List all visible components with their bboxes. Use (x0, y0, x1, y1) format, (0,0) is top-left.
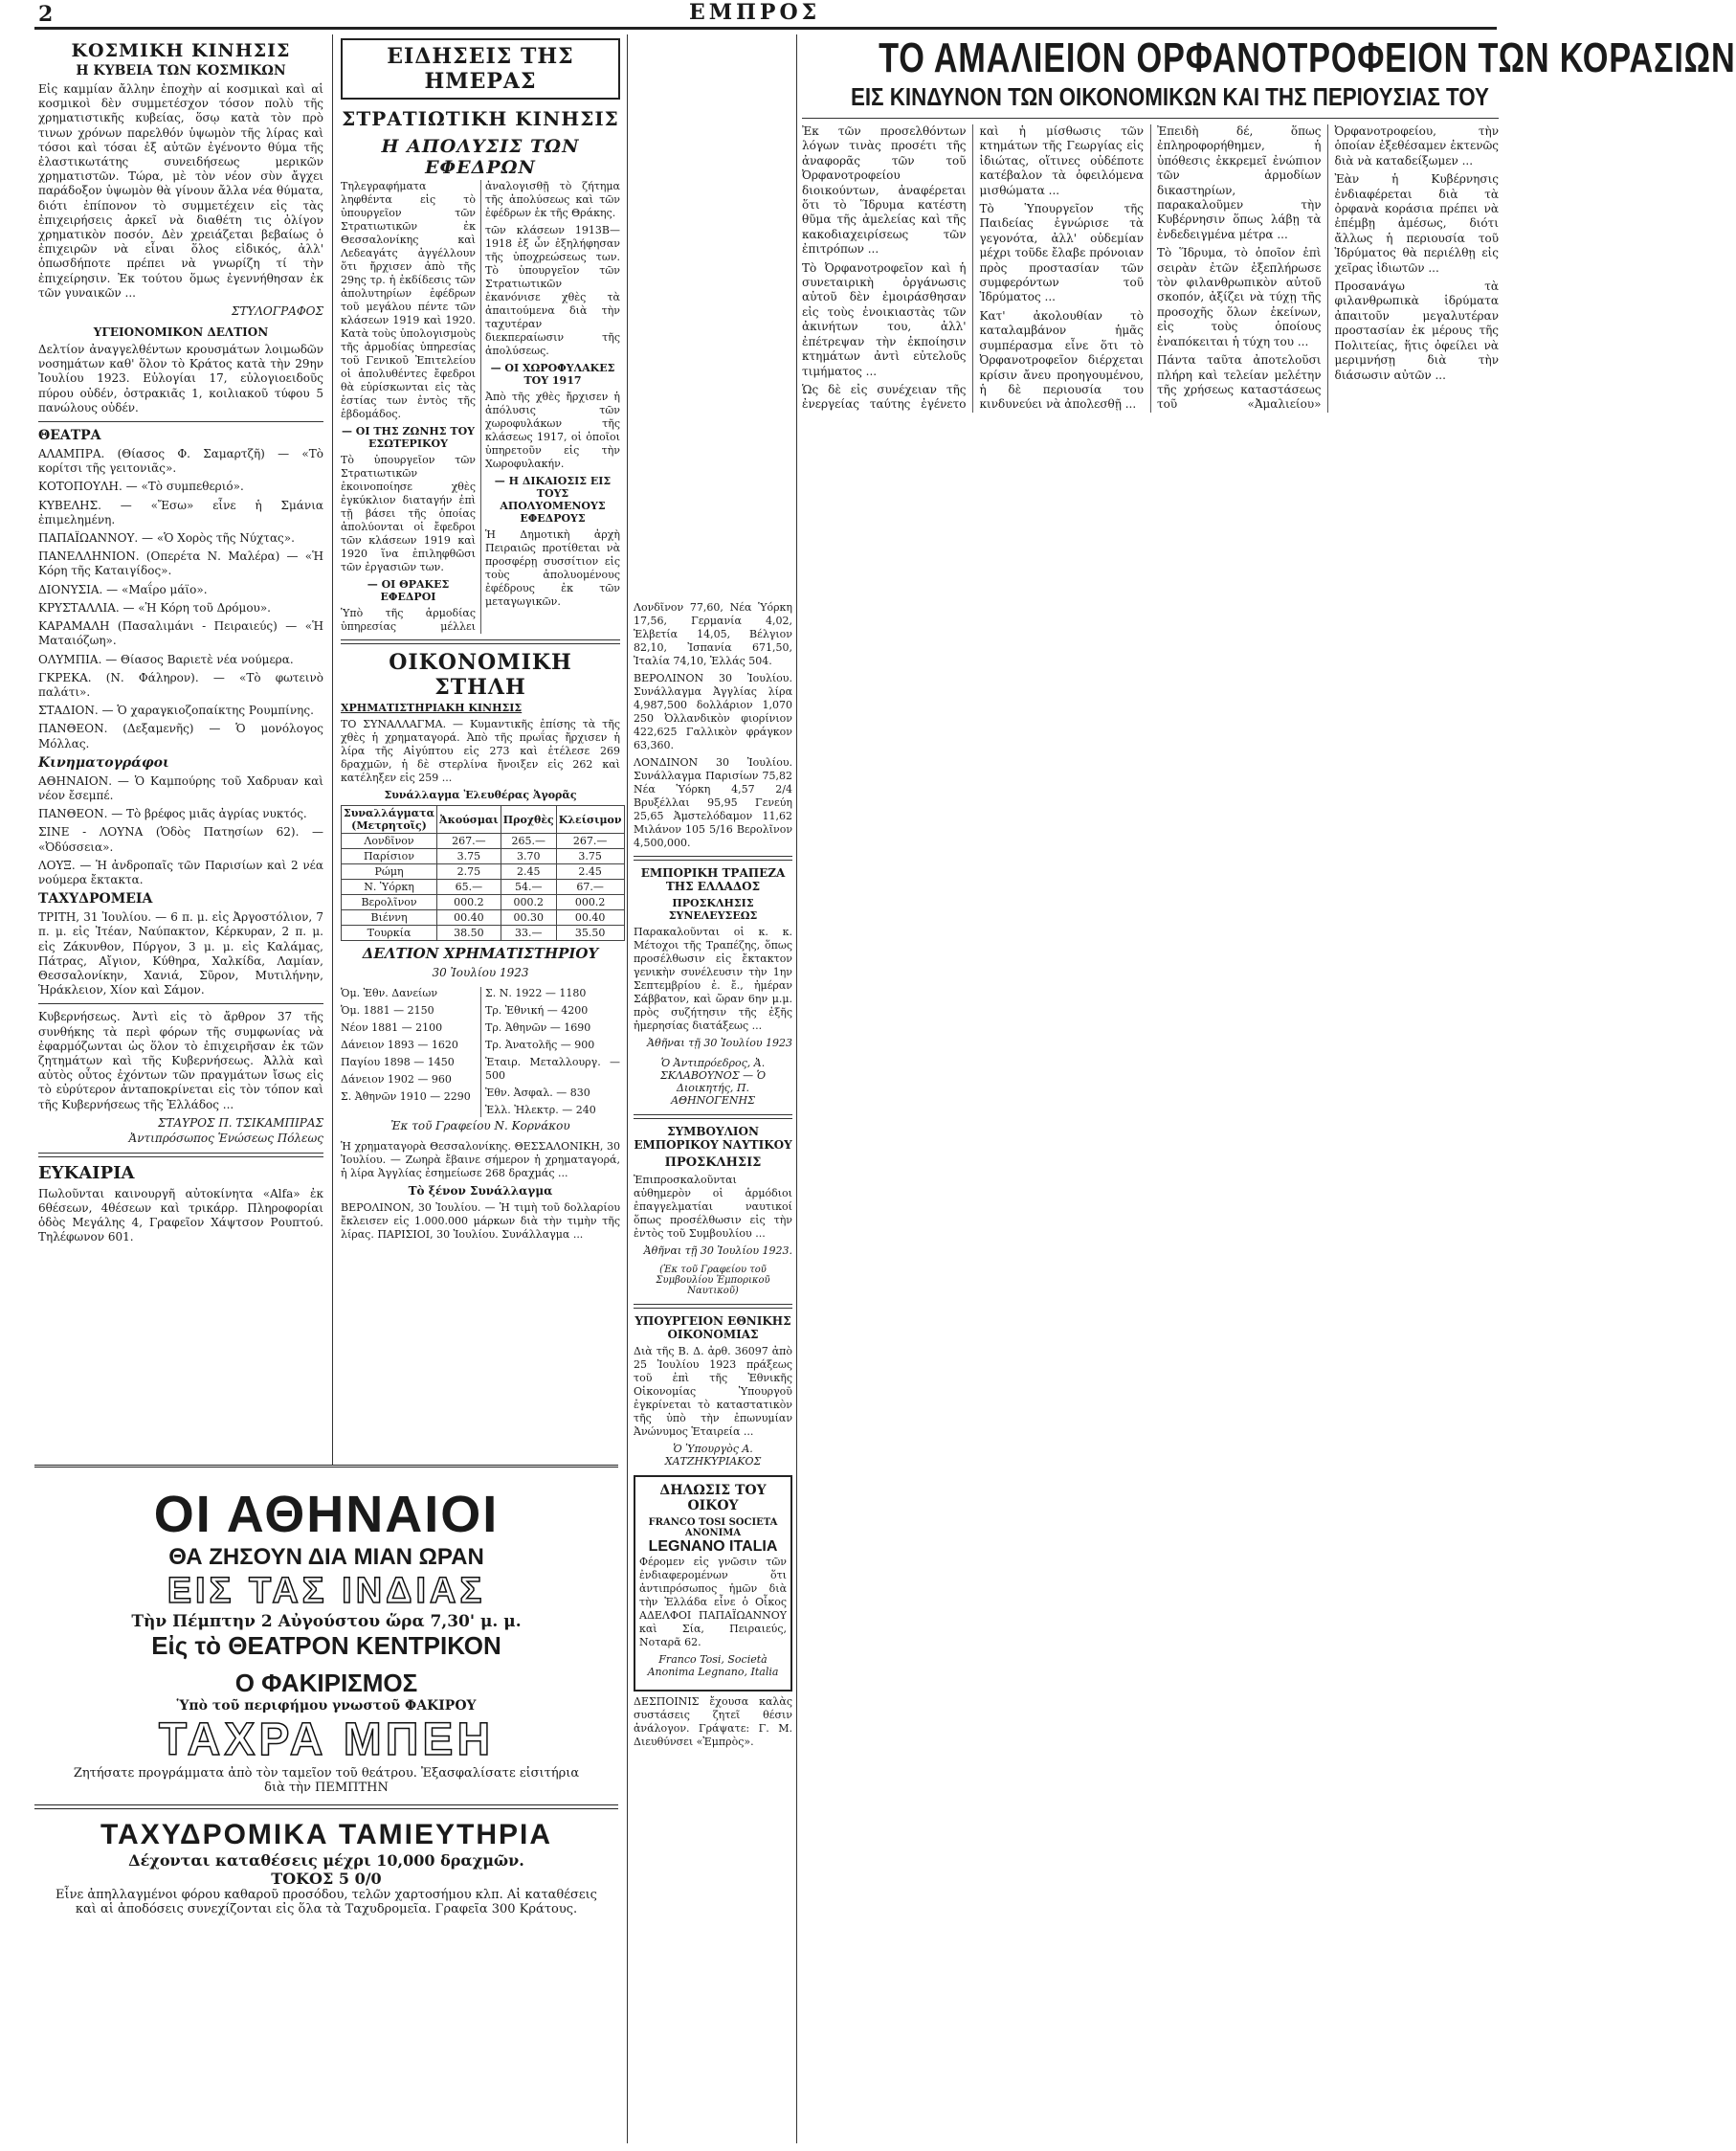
list-item: ΣΙΝΕ - ΛΟΥΝΑ (Ὁδὸς Πατησίων 62). — «Ὀδύσσεια». (38, 825, 323, 854)
table-cell: 33.— (501, 926, 556, 941)
table-cell: 67.— (556, 880, 624, 895)
foreign-title: Τὸ ξένον Συνάλλαγμα (408, 1184, 553, 1198)
opinion-body: Κυβερνήσεως. Ἀντὶ εἰς τὸ ἄρθρον 37 τῆς συνθήκης τὰ περὶ φόρων τῆς συμφωνίας νὰ ἐφαρμόζωνται ὡς ὅλον τὸ ἐπιχειρῆσαν ἐκ τῶν ζητημάτων καὶ τῆς Κυβερνήσεως. Ἀλλὰ καὶ αὐτὸς οὗτος ἐχόντων τῶν πραγμάτων ἴσως εἰς τὸ εὐρύτερον ἀνταποκρίνεται εἰς τὸν τόπον καὶ τῆς Κυβερνήσεως τῆς Ἑλλάδος ... (38, 1010, 323, 1111)
ad-title: ΔΗΛΩΣΙΣ ΤΟΥ ΟΙΚΟΥ (659, 1483, 767, 1513)
bank-signature: Ὁ Ἀντιπρόεδρος, Ἀ. ΣΚΛΑΒΟΥΝΟΣ — Ὁ Διοικητής, Π. ΑΘΗΝΟΓΕΝΗΣ (659, 1057, 767, 1107)
list-item: Δάνειον 1893 — 1620 (341, 1039, 458, 1051)
economy-title: ΟΙΚΟΝΟΜΙΚΗ ΣΤΗΛΗ (389, 650, 572, 700)
paragraph: Πάντα ταῦτα ἀποτελοῦσι πλήρη καὶ τελείαν μελέτην τῆς χρήσεως καταστάσεως τοῦ «Ἀμαλιείου» Ὀρφανοτροφείου, τὴν ὁποίαν ἐξεθέσαμεν ἐκτενῶς διὰ νὰ καταδείξωμεν ... (1157, 124, 1499, 412)
ad-signature: Franco Tosi, Società Anonima Legnano, Italia (647, 1653, 779, 1678)
bank-ad-body: Εἶνε ἀπηλλαγμένοι φόρου καθαροῦ προσόδου, τελῶν χαρτοσήμου κλπ. Αἱ καταθέσεις καὶ αἱ ἀποδόσεις συνεχίζονται εἰς ὅλα τὰ Ταχυδρομεῖα. Γραφεῖα 300 Κράτους. (56, 1888, 597, 1916)
military-title: ΣΤΡΑΤΙΩΤΙΚΗ ΚΙΝΗΣΙΣ (342, 107, 619, 130)
paragraph: Τὸ Ὀρφανοτροφεῖον καὶ ἡ συνεταιρικὴ ὀργάνωσις αὐτοῦ δὲν ἐμοιράσθησαν εἰς τοὺς ἐνοικιαστὰς τῶν ἀκινήτων του, ἀλλ' ἐπέτρεψαν τὴν ἐκποίησιν κτημάτων ἀντὶ εὐτελοῦς τιμήματος ... (802, 260, 967, 378)
shipping-source: (Ἐκ τοῦ Γραφείου τοῦ Συμβουλίου Ἐμπορικοῦ Ναυτικοῦ) (656, 1265, 770, 1296)
fx-note: Ἡ χρηματαγορὰ Θεσσαλονίκης. ΘΕΣΣΑΛΟΝΙΚΗ, 30 Ἰουλίου. — Ζωηρὰ ἔβαινε σήμερον ἡ χρηματαγορά, ἡ λίρα Ἀγγλίας ἐσημείωσε 268 δραχμάς ... (341, 1140, 620, 1179)
list-item: ΑΘΗΝΑΙΟΝ. — Ὁ Καμπούρης τοῦ Χαδρυαν καὶ νέον ἔσεμπέ. (38, 773, 323, 802)
table-cell: 2.75 (437, 864, 501, 880)
bourse-columns (341, 987, 620, 1117)
ministry-signature: Ὁ Ὑπουργὸς Α. ΧΑΤΖΗΚΥΡΙΑΚΟΣ (664, 1443, 762, 1468)
subheadline-wrap (802, 82, 1499, 112)
top-rule (34, 27, 1497, 30)
list-item: ΛΟΥΞ. — Ἡ ἀνδροπαῖς τῶν Παρισίων καὶ 2 νέα νούμερα ἔκτακτα. (38, 858, 323, 886)
table-row (342, 864, 625, 880)
list-item: ΠΑΝΘΕΟΝ. — Τὸ βρέφος μιᾶς ἀγρίας νυκτός. (38, 807, 307, 821)
table-cell: 267.— (437, 834, 501, 849)
table-header-row (342, 806, 625, 834)
column-header: Ἀκούσμαι (437, 806, 501, 834)
bank-title: ΕΜΠΟΡΙΚΗ ΤΡΑΠΕΖΑ ΤΗΣ ΕΛΛΑΔΟΣ (640, 866, 786, 893)
list-item: Τρ. Ἀνατολῆς — 900 (485, 1039, 595, 1051)
ad-city: LEGNANO ITALIA (648, 1538, 778, 1555)
divider (38, 1003, 323, 1004)
foreign-body: ΒΕΡΟΛΙΝΟΝ, 30 Ἰουλίου. — Ἡ τιμὴ τοῦ δολλαρίου ἔκλεισεν εἰς 1.000.000 μάρκων διὰ τὴν τιμὴν τῆς λίρας. ΠΑΡΙΣΙΟΙ, 30 Ἰουλίου. Συνάλλαγμα ... (341, 1201, 620, 1241)
bank-ad-title: ΤΑΧΥΔΡΟΜΙΚΑ ΤΑΜΙΕΥΤΗΡΙΑ (100, 1819, 553, 1850)
divider (634, 1114, 792, 1119)
list-item: Νέον 1881 — 2100 (341, 1021, 443, 1034)
bank-body: Παρακαλοῦνται οἱ κ. κ. Μέτοχοι τῆς Τραπέζης, ὅπως προσέλθωσιν εἰς ἔκτακτον γενικὴν συνέλευσιν τὴν 1ην Σεπτεμβρίου ἐ. ἔ., ἡμέραν Σάββατον, καὶ ὥραν 6ην μ.μ. πρὸς συζήτησιν τῆς ἐξῆς ἡμερησίας διατάξεως ... (634, 926, 792, 1032)
table-cell: 35.50 (556, 926, 624, 941)
article-body: Εἰς καμμίαν ἄλλην ἐποχὴν αἱ κοσμικαὶ καὶ αἱ κοσμικοὶ δὲν συμμετέσχον τόσον πολὺ τῆς χρηματιστικῆς κυβείας, ὅσῳ κατὰ τὸν πρὸ τινων χρόνων παρελθόν ὑψωμὸν τῆς λίρας καὶ τόσοι καὶ τόσαι ἐξ αὐτῶν ἐγένοντο θύμα τῆς ἐλαστικωτάτης συνειδήσεως μερικῶν χρηματιστῶν. Τώρα, μὲ τὸν νέον σὺν ἄγχει παράδοξον ὑψωμὸν θὰ γίνουν ἄλλα νέα θύματα, διότι ἐπίπονον τὸ συμμετέχειν εἰς τὰς ἐπιχειρήσεις ἀρκεῖ νὰ διαθέτη τις ὀλίγον χρηματικὸν ποσόν. Δὲν χρειάζεται βεβαίως ὁ ἐπιχειρῶν νὰ εἶναι ὅλος εἰδικός, ἀλλ' ὁπωσδήποτε πρέπει νὰ γνωρίζη τί τὴν ἐπιχείρησιν. Ἐκ τούτου ὅμως ἐγεννήθησαν ἐκ τῶν γυναικῶν ... (38, 82, 323, 300)
notice-body: Δελτίον ἀναγγελθέντων κρουσμάτων λοιμωδῶν νοσημάτων καθ' ὅλον τὸ Κράτος κατὰ τὴν 29ην Ἰουλίου 1923. Εὐλογίαι 17, εὐλογιοειδοῦς πύρου οὐδέν, ὀστρακιᾶς 1, κοιλιακοῦ τύφου 5 πανώλους οὐδέν. (38, 343, 323, 415)
list-item: ΚΟΤΟΠΟΥΛΗ. — «Τὸ συμπεθεριό». (38, 480, 244, 494)
article-body (802, 124, 1499, 413)
divider (802, 118, 1499, 119)
ad-india: ΕΙΣ ΤΑΣ ΙΝΔΙΑΣ (167, 1571, 486, 1611)
bank-subtitle: ΠΡΟΣΚΛΗΣΙΣ ΣΥΝΕΛΕΥΣΕΩΣ (668, 897, 758, 922)
military-body: Ὑπὸ τῆς ἁρμοδίας ὑπηρεσίας μέλλει ἀναλογισθῇ τὸ ζήτημα τῆς ἀπολύσεως καὶ τῶν ἐφέδρων ἐκ τῆς Θράκης. (341, 180, 620, 633)
paragraph: Προσανάγω τὰ φιλανθρωπικὰ ἱδρύματα ἀπαιτοῦν μεγαλυτέραν προστασίαν ἐκ μέρους τῆς Πολιτείας, ἥτις ὀφείλει νὰ μεριμνήσῃ διὰ τὴν διάσωσιν αὐτῶν ... (1334, 280, 1499, 382)
section-title-box (341, 38, 620, 100)
list-item: ΚΡΥΣΤΑΛΛΙΑ. — «Ἡ Κόρη τοῦ Δρόμου». (38, 600, 271, 615)
military-heading: — Η ΔΙΚΑΙΟΣΙΣ ΕΙΣ ΤΟΥΣ ΑΠΟΛΥΟΜΕΝΟΥΣ ΕΦΕΔΡΟΥΣ (494, 475, 612, 525)
article-headline: ΤΟ ΑΜΑΛΙΕΙΟΝ ΟΡΦΑΝΟΤΡΟΦΕΙΟΝ ΤΩΝ ΚΟΡΑΣΙΩΝ (879, 34, 1736, 81)
markets-body: Λονδῖνον 77,60, Νέα Ὑόρκη 17,56, Γερμανία 4,02, Ἑλβετία 14,05, Βέλγιον 82,10, Ἰσπανία 671,50, Ἰταλία 74,10, Ἑλλάς 504. (634, 601, 792, 667)
list-item: Τρ. Ἐθνική — 4200 (485, 1004, 589, 1017)
table-cell: 000.2 (501, 895, 556, 910)
ad-fakir-line: Ὑπὸ τοῦ περιφήμου γνωστοῦ ΦΑΚΙΡΟΥ (176, 1698, 477, 1714)
list-item: ΓΚΡΕΚΑ. (Ν. Φάληρον). — «Τὸ φωτεινὸ παλάτι». (38, 670, 323, 699)
headline-wrap (802, 34, 1736, 82)
list-item: Ἐθν. Ἀσφαλ. — 830 (485, 1087, 590, 1099)
shipping-subtitle: ΠΡΟΣΚΛΗΣΙΣ (664, 1155, 762, 1170)
ad-company: FRANCO TOSI SOCIETA ANONIMA (648, 1517, 778, 1538)
military-body: Τηλεγραφήματα ληφθέντα εἰς τὸ ὑπουργεῖον τῶν Στρατιωτικῶν ἐκ Θεσσαλονίκης καὶ Λεδεαγάτς ἀγγέλλουν ὅτι ἤρχισεν ἀπὸ τῆς 29ης τρ. ἡ ἐκδίδεσις τῶν ἀπολυτηρίων ἐφέδρων τοῦ μεγάλου πέντε τῶν κλάσεων 1919 καὶ 1920. Κατὰ τοὺς ὑπολογισμοὺς τῆς ἀρμοδίας ὑπηρεσίας τοῦ Γενικοῦ Ἐπιτελείου οἱ ἀπολυθέντες ἔφεδροι θὰ εὑρίσκωνται εἰς τὰς ἑστίας των ἐντὸς τῆς ἑβδομάδος. (341, 180, 476, 420)
divider (634, 1304, 792, 1309)
divider (34, 1804, 618, 1809)
economy-body: ΤΟ ΣΥΝΑΛΛΑΓΜΑ. — Κυμαντικῆς ἐπίσης τὰ τῆς χθὲς ἡ χρηματαγορά. Ἀπὸ τῆς πρωΐας ἤρχισεν ἡ λίρα τῆς Αἰγύπτου εἰς 273 καὶ ἐτέλεσε 269 δραχμῶν, ἡ δὲ στερλίνα ἤνοιξεν εἰς 262 καὶ κατέληξεν εἰς 259 ... (341, 718, 620, 784)
table-cell: 54.— (501, 880, 556, 895)
table-row (342, 834, 625, 849)
cinema-title: Κινηματογράφοι (38, 754, 169, 771)
list-item: Σ. Ν. 1922 — 1180 (485, 987, 587, 999)
section-title: ΕΙΔΗΣΕΙΣ ΤΗΣ ΗΜΕΡΑΣ (387, 44, 574, 94)
table-cell: Λονδῖνον (342, 834, 437, 849)
military-body: τῶν κλάσεων 1913Β—1918 ἐξ ὧν ἐξηλήφησαν τῆς ὑποχρεώσεως των. Τὸ ὑπουργεῖον τῶν Στρατιωτικῶν ἐκανόνισε χθὲς τὰ ἀπαιτούμενα διὰ τὴν ταχυτέραν διεκπεραίωσιν τῆς ἀπολύσεως. (485, 224, 620, 357)
article-signature: ΣΤΥΛΟΓΡΑΦΟΣ (231, 304, 323, 319)
column-divider (796, 34, 797, 2143)
list-item: Τρ. Ἀθηνῶν — 1690 (485, 1021, 591, 1034)
divider (634, 856, 792, 861)
bank-ad-line: Δέχονται καταθέσεις μέχρι 10,000 δραχμῶν. (128, 1851, 524, 1870)
table-cell: 00.40 (437, 910, 501, 926)
table-row (342, 910, 625, 926)
spacer (634, 34, 792, 601)
mail-title: ΤΑΧΥΔΡΟΜΕΙΑ (38, 891, 153, 907)
table-cell: 38.50 (437, 926, 501, 941)
classified-title: ΕΥΚΑΙΡΙΑ (38, 1162, 135, 1183)
markets-body: ΛΟΝΔΙΝΟΝ 30 Ἰουλίου. Συνάλλαγμα Παρισίων 75,82 Νέα Ὑόρκη 4,57 2/4 Βρυξέλλαι 95,95 Γενεύη 25,65 Ἀμστελόδαμον 11,62 Μιλάνον 105 5/16 Βερολῖνον 4,500,000. (634, 756, 792, 849)
table-cell: 265.— (501, 834, 556, 849)
opinion-role: Ἀντιπρόσωπος Ἑνώσεως Πόλεως (128, 1131, 323, 1145)
theatre-advertisement (34, 1465, 618, 2147)
paragraph: Ἐὰν ἡ Κυβέρνησις ἐνδιαφέρεται διὰ τὰ ὀρφανὰ κοράσια πρέπει νὰ ἐπέμβῃ ἀμέσως, διότι ἄλλως ἡ περιουσία τοῦ Ἱδρύματος θὰ περιέλθῃ εἰς χεῖρας ἰδιωτῶν ... (1334, 172, 1499, 275)
page-number: 2 (38, 2, 54, 27)
notice-title: ΥΓΕΙΟΝΟΜΙΚΟΝ ΔΕΛΤΙΟΝ (93, 325, 269, 340)
paragraph: Κατ' ἀκολουθίαν τὸ καταλαμβάνον ἡμᾶς συμπέρασμα εἶνε ὅτι τὸ Ὀρφανοτροφεῖον διέρχεται κρίσιν ἄνευ προηγουμένου, ἡ δὲ περιουσία του κινδυνεύει νὰ ἀπολεσθῇ ... (979, 308, 1144, 412)
table-cell: 000.2 (556, 895, 624, 910)
masthead: ΕΜΠΡΟΣ (689, 0, 821, 25)
list-item: ΣΤΑΔΙΟΝ. — Ὁ χαραγκιοζοπαίκτης Ρουμπίνης. (38, 704, 314, 718)
table-row (342, 880, 625, 895)
table-cell: Παρίσιον (342, 849, 437, 864)
table-cell: Ρώμη (342, 864, 437, 880)
article-title: Η ΚΥΒΕΙΑ ΤΩΝ ΚΟΣΜΙΚΩΝ (76, 63, 286, 78)
military-body: Ἀπὸ τῆς χθὲς ἤρχισεν ἡ ἀπόλυσις τῶν χωροφυλάκων τῆς κλάσεως 1917, οἱ ὁποῖοι ὑπηρετοῦν εἰς τὴν Χωροφυλακήν. (485, 391, 620, 470)
list-item: ΠΑΠΑΪΩΑΝΝΟΥ. — «Ὁ Χορὸς τῆς Νύχτας». (38, 531, 295, 546)
table-cell: Βιέννη (342, 910, 437, 926)
table-row (342, 849, 625, 864)
list-item: Δάνειον 1902 — 960 (341, 1073, 452, 1086)
column-header: Κλείσιμον (556, 806, 624, 834)
military-heading: — ΟΙ ΤΗΣ ΖΩΝΗΣ ΤΟΥ ΕΣΩΤΕΡΙΚΟΥ (341, 425, 476, 450)
classified-body: Πωλοῦνται καινουργῆ αὐτοκίνητα «Alfa» ἐκ 6θέσεων, 4θέσεων καὶ τρικάρρ. Πληροφορίαι ὁδὸς Μεγάλης 4, Γραφεῖον Χάψτσον Ρουπτού. Τηλέφωνον 601. (38, 1186, 323, 1244)
shipping-date: Ἀθῆναι τῇ 30 Ἰουλίου 1923. (643, 1244, 792, 1257)
list-item: Ἑλλ. Ἠλεκτρ. — 240 (485, 1104, 596, 1116)
list-item: ΟΛΥΜΠΙΑ. — Θίασος Βαριετὲ νέα νούμερα. (38, 652, 294, 666)
classified-body: ΔΕΣΠΟΙΝΙΣ ἔχουσα καλὰς συστάσεις ζητεῖ θέσιν ἀνάλογον. Γράψατε: Γ. Μ. Διευθύνσει «Ἐμπρὸς». (634, 1695, 792, 1748)
divider (341, 639, 620, 644)
column-markets (634, 34, 792, 2143)
paragraph: Ἐκ τῶν προσελθόντων λόγων τινὰς προσέτι τῆς ἀναφορᾶς τῶν τοῦ Ὀρφανοτροφείου διοικούντων, ἀναφέρεται ὅτι τὸ Ἵδρυμα κατέστη θῦμα τῆς ἀμελείας καὶ τῆς κακοδιαχειρίσεως τῶν ἐπιτρόπων ... (802, 124, 967, 257)
list-item: ΚΥΒΕΛΗΣ. — «Ἔσω» εἶνε ἡ Σμάνια ἐπιμελημένη. (38, 498, 323, 527)
ministry-title: ΥΠΟΥΡΓΕΙΟΝ ΕΘΝΙΚΗΣ ΟΙΚΟΝΟΜΙΑΣ (634, 1314, 791, 1341)
table-row (342, 895, 625, 910)
column-header: Προχθὲς (501, 806, 556, 834)
table-cell: 2.45 (556, 864, 624, 880)
ad-note: Ζητήσατε προγράμματα ἀπὸ τὸν ταμεῖον τοῦ θεάτρου. Ἐξασφαλίσατε εἰσιτήρια διὰ τὴν ΠΕΜΠΤΗΝ (73, 1766, 580, 1795)
ad-body: Φέρομεν εἰς γνῶσιν τῶν ἐνδιαφερομένων ὅτι ἀντιπρόσωπος ἡμῶν διὰ τὴν Ἑλλάδα εἶνε ὁ Οἶκος ΑΔΕΛΦΟΙ ΠΑΠΑΪΩΑΝΝΟΥ καὶ Σία, Πειραιεύς, Νοταρᾶ 62. (639, 1556, 787, 1648)
list-item: Ὁμ. 1881 — 2150 (341, 1004, 434, 1017)
bourse-date: 30 Ἰουλίου 1923 (432, 966, 529, 979)
list-item: Παγίου 1898 — 1450 (341, 1056, 455, 1068)
ministry-body: Διὰ τῆς Β. Δ. ἀρθ. 36097 ἀπὸ 25 Ἰουλίου 1923 πράξεως τοῦ ἐπὶ τῆς Ἐθνικῆς Οἰκονομίας Ὑπουργοῦ ἐγκρίνεται τὸ καταστατικὸν τῆς ὑπὸ τὴν ἐπωνυμίαν Ἀνώνυμος Ἑταιρεία ... (634, 1345, 792, 1438)
table-cell: 00.30 (501, 910, 556, 926)
column-header: Συναλλάγματα (Μετρητοῖς) (342, 806, 437, 834)
economy-subtitle: ΧΡΗΜΑΤΙΣΤΗΡΙΑΚΗ ΚΙΝΗΣΙΣ (341, 702, 523, 714)
list-item: ΑΛΑΜΠΡΑ. (Θίασος Φ. Σαμαρτζῆ) — «Τὸ κορίτσι τῆς γειτονιᾶς». (38, 447, 323, 476)
mail-body: ΤΡΙΤΗ, 31 Ἰουλίου. — 6 π. μ. εἰς Ἀργοστόλιον, 7 π. μ. εἰς Ἰτέαν, Ναύπακτον, Κέρκυραν, 2 π. μ. εἰς Ζάκυνθον, Πύργον, 3 μ. μ. εἰς Καλάμας, Πάτρας, Αἴγιον, Κύθηρα, Χαλκίδα, Λαμίαν, Θεσσαλονίκην, Χανιά, Σῦρον, Μυτιλήνην, Ἡράκλειον, Χίον καὶ Σάμον. (38, 910, 323, 997)
table-cell: 2.45 (501, 864, 556, 880)
military-heading: — ΟΙ ΘΡΑΚΕΣ ΕΦΕΔΡΟΙ (367, 578, 450, 603)
bank-ad-rate: ΤΟΚΟΣ 5 0/0 (271, 1870, 382, 1888)
cinema-list (38, 774, 323, 887)
ad-fakir: Ο ΦΑΚΙΡΙΣΜΟΣ (234, 1669, 418, 1697)
ad-line: ΘΑ ΖΗΣΟΥΝ ΔΙΑ ΜΙΑΝ ΩΡΑΝ (168, 1544, 484, 1570)
column-divider (627, 34, 628, 2143)
list-item: Ἐταιρ. Μεταλλουργ. — 500 (485, 1056, 620, 1082)
paragraph: Ἐπειδὴ δέ, ὅπως ἐπληροφορήθημεν, ἡ ὑπόθεσις ἐκκρεμεῖ ἐνώπιον τῶν ἁρμοδίων δικαστηρίων, παρακαλοῦμεν τὴν Κυβέρνησιν ὅπως λάβῃ τὰ ἐνδεδειγμένα μέτρα ... (1157, 124, 1322, 241)
list-item: Ὁμ. Ἐθν. Δανείων (341, 987, 438, 999)
theatres-title: ΘΕΑΤΡΑ (38, 428, 101, 444)
opinion-signature: ΣΤΑΥΡΟΣ Π. ΤΣΙΚΑΜΠΙΡΑΣ (158, 1115, 323, 1130)
military-body: Ἡ Δημοτικὴ ἀρχὴ Πειραιῶς προτίθεται νὰ προσφέρῃ συσσίτιον εἰς τοὺς ἀπολυομένους ἐφέδρους ἐκ τῶν μεταγωγικῶν. (485, 528, 620, 608)
table-cell: 3.75 (437, 849, 501, 864)
bank-date: Ἀθῆναι τῇ 30 Ἰουλίου 1923 (647, 1037, 792, 1049)
table-cell: 00.40 (556, 910, 624, 926)
table-cell: Βερολῖνον (342, 895, 437, 910)
table-row (342, 926, 625, 941)
divider (38, 1153, 323, 1157)
table-cell: 3.75 (556, 849, 624, 864)
paragraph: Τὸ Ἵδρυμα, τὸ ὁποῖον ἐπὶ σειρὰν ἐτῶν ἐξεπλήρωσε τὸν φιλανθρωπικὸν αὐτοῦ σκοπόν, ἀξίζει νὰ τύχῃ τῆς προσοχῆς ὅλων ἐκείνων, εἰς τοὺς ὁποίους ἐναπόκειται ἡ τύχη του ... (1157, 246, 1322, 348)
article-subheadline: ΕΙΣ ΚΙΝΔΥΝΟΝ ΤΩΝ ΟΙΚΟΝΟΜΙΚΩΝ ΚΑΙ ΤΗΣ ΠΕΡΙΟΥΣΙΑΣ ΤΟΥ (850, 82, 1489, 111)
markets-body: ΒΕΡΟΛΙΝΟΝ 30 Ἰουλίου. Συνάλλαγμα Ἀγγλίας λίρα 4,987,500 δολλάριον 1,070 250 Ὀλλανδικὸν φιορίνιον 422,625 Γαλλικὸν φράγκον 63,360. (634, 672, 792, 751)
theatre-list (38, 447, 323, 751)
military-columns (341, 180, 620, 634)
ad-theatre: Εἰς τὸ ΘΕΑΤΡΟΝ ΚΕΝΤΡΙΚΟΝ (151, 1631, 501, 1660)
fx-table (341, 805, 625, 941)
ad-fakir-name: ΤΑΧΡΑ ΜΠΕΗ (158, 1714, 495, 1765)
column-orphanage-article (802, 34, 1736, 2143)
table-cell: 65.— (437, 880, 501, 895)
shipping-body: Ἐπιπροσκαλοῦνται αὐθημερὸν οἱ ἁρμόδιοι ἐπαγγελματίαι ναυτικοί ὅπως προσέλθωσιν εἰς τὴν ἐντὸς τοῦ Συμβουλίου ... (634, 1174, 792, 1240)
shipping-title: ΣΥΜΒΟΥΛΙΟΝ ΕΜΠΟΡΙΚΟΥ ΝΑΥΤΙΚΟΥ (634, 1125, 792, 1152)
paragraph: Τὸ Ὑπουργεῖον τῆς Παιδείας ἐγνώρισε τὰ γεγονότα, ἀλλ' οὐδεμίαν μέχρι τοῦδε ἔλαβε πρόνοιαν πρὸς προστασίαν τῶν συμφερόντων τοῦ Ἱδρύματος ... (979, 202, 1144, 304)
ad-date: Τὴν Πέμπτην 2 Αὐγούστου ὥρα 7,30' μ. μ. (131, 1612, 522, 1631)
military-subtitle: Η ΑΠΟΛΥΣΙΣ ΤΩΝ ΕΦΕΔΡΩΝ (381, 136, 580, 178)
table-cell: 3.70 (501, 849, 556, 864)
list-item: ΚΑΡΑΜΑΛΗ (Πασαλιμάνι - Πειραιεύς) — «Ἡ Ματαιόζωη». (38, 619, 323, 648)
divider (38, 421, 323, 422)
list-item: ΠΑΝΘΕΟΝ. (Δεξαμενῆς) — Ὁ μονόλογος Μόλλας. (38, 722, 323, 751)
table-cell: 000.2 (437, 895, 501, 910)
paragraph: Ὡς δὲ εἰς συνέχειαν τῆς ἐνεργείας ταύτης ἐγένετο καὶ ἡ μίσθωσις τῶν κτημάτων τῆς Γεωργίας εἰς ἰδιώτας, οἵτινες οὐδέποτε κατέβαλον τὰ ὀφειλόμενα μισθώματα ... (802, 124, 1144, 412)
franco-tosi-ad (634, 1475, 792, 1692)
list-item: ΠΑΝΕΛΛΗΝΙΟΝ. (Οπερέτα Ν. Μαλέρα) — «Ἡ Κόρη τῆς Καταιγίδος». (38, 549, 323, 578)
bourse-title: ΔΕΛΤΙΟΝ ΧΡΗΜΑΤΙΣΤΗΡΙΟΥ (362, 945, 599, 962)
section-title: ΚΟΣΜΙΚΗ ΚΙΝΗΣΙΣ (71, 40, 291, 61)
table-cell: Τουρκία (342, 926, 437, 941)
military-body: Τὸ ὑπουργεῖον τῶν Στρατιωτικῶν ἐκοινοποίησε χθὲς ἐγκύκλιον διαταγήν ἐπὶ τῇ βάσει τῆς ὁποίας ἀπολύονται οἱ ἔφεδροι τῶν κλάσεων 1919 καὶ 1920 ἵνα ἐπιληφθῶσι τῶν ἐργασιῶν των. (341, 454, 476, 573)
table-cell: Ν. Ὑόρκη (342, 880, 437, 895)
table-cell: 267.— (556, 834, 624, 849)
list-item: ΔΙΟΝΥΣΙΑ. — «Μαΐρο μάϊο». (38, 582, 208, 596)
fx-source: Ἐκ τοῦ Γραφείου Ν. Κορνάκου (390, 1119, 570, 1132)
list-item: Σ. Ἀθηνῶν 1910 — 2290 (341, 1090, 471, 1103)
military-heading: — ΟΙ ΧΩΡΟΦΥΛΑΚΕΣ ΤΟΥ 1917 (490, 362, 615, 387)
ad-headline: ΟΙ ΑΘΗΝΑΙΟΙ (153, 1486, 500, 1543)
fx-title: Συνάλλαγμα Ἐλευθέρας Ἀγορᾶς (384, 789, 577, 801)
